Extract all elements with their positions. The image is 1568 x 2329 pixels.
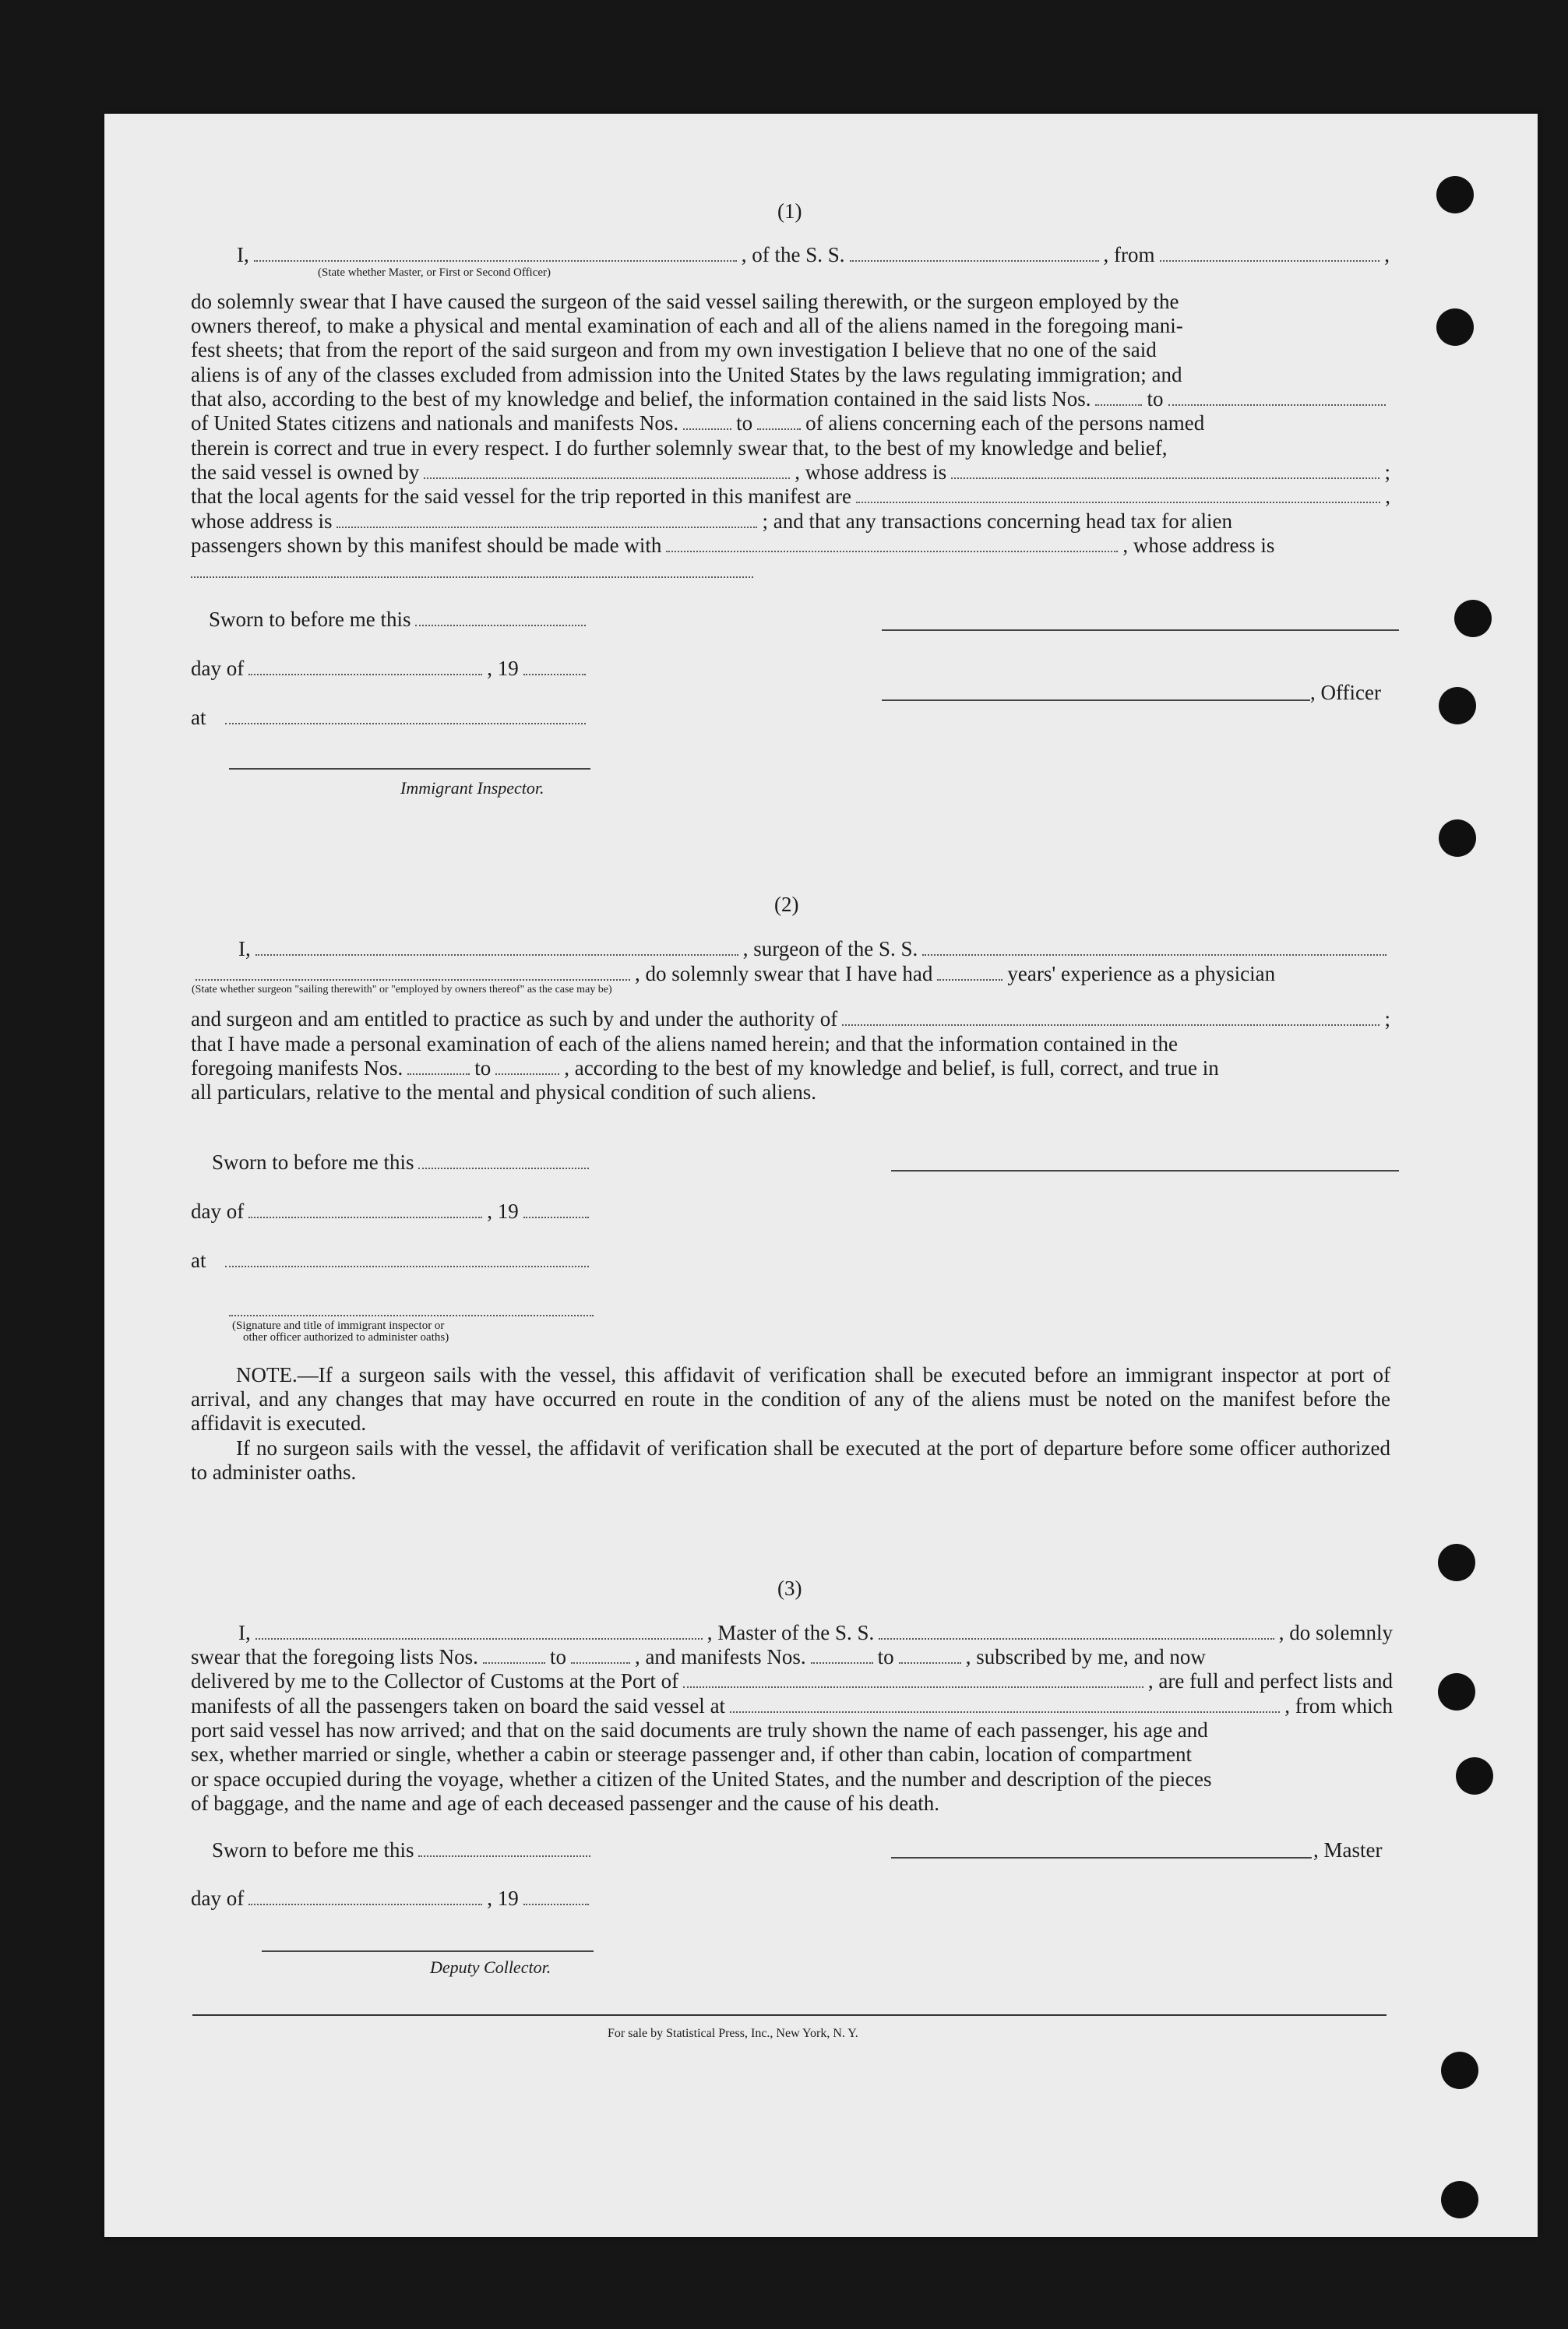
officer-signature-line[interactable]: [882, 699, 1310, 701]
surgeon-name-field[interactable]: [255, 937, 738, 956]
s3-sworn-year-field[interactable]: [523, 1887, 589, 1905]
punch-hole: [1439, 819, 1476, 857]
s1-line-11: whose address is ; and that any transactions concerning head tax for alien: [191, 509, 1233, 533]
s1-at: at: [191, 706, 590, 730]
s1-line-10: that the local agents for the said vessel for the trip reported in this manifest are ,: [191, 484, 1390, 508]
s3-manifests-from-field[interactable]: [811, 1645, 873, 1664]
s3-line-5: port said vessel has now arrived; and that on the said documents are truly shown the name of each passenger, his age and: [191, 1718, 1208, 1742]
s2-line-2: , do solemnly swear that I have had years' experience as a physician: [191, 962, 1390, 986]
owner-address-field[interactable]: [951, 460, 1379, 479]
punch-hole: [1438, 1673, 1475, 1711]
embarkation-port-field[interactable]: [730, 1694, 1280, 1713]
officer-rank-note: (State whether Master, or First or Second Officer): [318, 266, 551, 279]
inspector-signature-line[interactable]: [229, 768, 590, 770]
manifests-from-field[interactable]: [683, 411, 731, 430]
s3-line-6: sex, whether married or single, whether a cabin or steerage passenger and, if other than cabin, location of compartment: [191, 1742, 1193, 1766]
practice-authority-field[interactable]: [842, 1007, 1379, 1026]
s2-line-4: that I have made a personal examination of each of the aliens named herein; and that the information contained in the: [191, 1032, 1179, 1055]
sworn-month-field[interactable]: [248, 657, 482, 675]
s3-line-8: of baggage, and the name and age of each deceased passenger and the cause of his death.: [191, 1792, 940, 1815]
s3-line-2: swear that the foregoing lists Nos. to , and manifests Nos. to , subscribed by me, and now: [191, 1645, 1206, 1668]
s1-day-of: day of , 19: [191, 657, 590, 681]
punch-hole: [1438, 1544, 1475, 1581]
lists-from-field[interactable]: [1095, 387, 1142, 406]
vessel-name-field[interactable]: [850, 243, 1099, 262]
s2-sworn-place-field[interactable]: [225, 1249, 590, 1267]
s3-line-3: delivered by me to the Collector of Customs at the Port of , are full and perfect lists and: [191, 1669, 1393, 1693]
form-sheet: [104, 114, 1538, 2237]
s2-sworn: Sworn to before me this: [212, 1150, 594, 1175]
inspector-label: Immigrant Inspector.: [400, 778, 544, 798]
local-agents-field[interactable]: [856, 484, 1380, 503]
s3-line-7: or space occupied during the voyage, whether a citizen of the United States, and the number and description of the pieces: [191, 1767, 1212, 1791]
head-tax-contact-field[interactable]: [666, 534, 1118, 552]
signature-note-1: (Signature and title of immigrant inspector or: [232, 1320, 445, 1332]
s2-vessel-name-field[interactable]: [922, 937, 1387, 956]
signature-note-2: other officer authorized to administer oaths): [243, 1331, 449, 1344]
master-signature-line[interactable]: [891, 1857, 1312, 1859]
s3-line-1: I, , Master of the S. S. , do solemnly: [238, 1621, 1393, 1644]
s1-line-7: of United States citizens and nationals and manifests Nos. to of aliens concerning each of the persons named: [191, 411, 1205, 435]
vessel-owner-field[interactable]: [424, 460, 790, 479]
s3-sworn-day-field[interactable]: [418, 1838, 590, 1857]
section-number: (3): [777, 1577, 802, 1600]
s3-line-4: manifests of all the passengers taken on board the said vessel at , from which: [191, 1694, 1393, 1718]
sworn-year-field[interactable]: [523, 657, 586, 675]
departure-port-field[interactable]: [1160, 243, 1380, 262]
punch-hole: [1436, 308, 1474, 346]
s1-line-5: aliens is of any of the classes excluded from admission into the United States by the laws regulating immigration; and: [191, 363, 1182, 386]
note-paragraph-2: If no surgeon sails with the vessel, the affidavit of verification shall be executed at the port of departure before some officer authorized to administer oaths.: [191, 1436, 1390, 1484]
sworn-day-field[interactable]: [415, 608, 586, 626]
s1-line-6: that also, according to the best of my knowledge and belief, the information contained in the said lists Nos. to: [191, 387, 1390, 411]
punch-hole: [1439, 687, 1476, 724]
s1-line-8: therein is correct and true in every respect. I do further solemnly swear that, to the best of my knowledge and belief,: [191, 436, 1168, 460]
customs-port-field[interactable]: [683, 1669, 1143, 1688]
s2-line-3: and surgeon and am entitled to practice as such by and under the authority of ;: [191, 1007, 1390, 1031]
s3-sworn-month-field[interactable]: [248, 1887, 482, 1905]
punch-hole: [1441, 2181, 1478, 2218]
s3-lists-from-field[interactable]: [483, 1645, 545, 1664]
s2-line-5: foregoing manifests Nos. to , according to the best of my knowledge and belief, is full, correct, and true in: [191, 1056, 1219, 1080]
s2-sworn-day-field[interactable]: [418, 1150, 589, 1169]
s1-line-4: fest sheets; that from the report of the said surgeon and from my own investigation I believe that no one of the said: [191, 338, 1157, 361]
punch-hole: [1441, 2052, 1478, 2089]
surgeon-signature-line[interactable]: [891, 1170, 1399, 1172]
printer-imprint: For sale by Statistical Press, Inc., New York, N. Y.: [608, 2027, 858, 2040]
s1-line-1: I, , of the S. S. , from ,: [237, 243, 1390, 266]
lists-to-field[interactable]: [1168, 387, 1387, 406]
sworn-place-field[interactable]: [225, 706, 587, 724]
punch-hole: [1454, 600, 1492, 637]
s2-manifests-to-field[interactable]: [495, 1056, 559, 1075]
s1-sworn: Sworn to before me this: [209, 608, 590, 632]
s2-line-1: I, , surgeon of the S. S.: [238, 937, 1391, 961]
s2-at: at: [191, 1249, 594, 1273]
s1-line-12: passengers shown by this manifest should be made with , whose address is: [191, 534, 1275, 557]
s2-inspector-signature-line[interactable]: [229, 1315, 594, 1316]
officer-label: , Officer: [1310, 681, 1381, 704]
surgeon-status-field[interactable]: [196, 962, 630, 981]
master-name-field[interactable]: [255, 1621, 703, 1640]
footer-rule: [192, 2014, 1387, 2016]
manifests-to-field[interactable]: [757, 411, 801, 430]
punch-hole: [1456, 1757, 1493, 1795]
agents-address-field[interactable]: [337, 509, 757, 528]
s3-manifests-to-field[interactable]: [899, 1645, 961, 1664]
collector-signature-line[interactable]: [262, 1950, 594, 1952]
collector-label: Deputy Collector.: [430, 1957, 551, 1977]
s2-sworn-month-field[interactable]: [248, 1200, 482, 1218]
s1-line-3: owners thereof, to make a physical and mental examination of each and all of the aliens named in the foregoing mani-: [191, 314, 1183, 337]
surgeon-status-note: (State whether surgeon "sailing therewith" or "employed by owners thereof" as the case may be): [192, 984, 612, 995]
years-experience-field[interactable]: [937, 962, 1002, 981]
officer-name-field[interactable]: [254, 243, 737, 262]
note-paragraph-1: NOTE.—If a surgeon sails with the vessel, this affidavit of verification shall be executed before an immigrant inspector at port of arrival, and any changes that may have occurred en route in the condition of any of the aliens must be noted on the manifest before the affidavit is executed.: [191, 1363, 1390, 1435]
s3-lists-to-field[interactable]: [571, 1645, 630, 1664]
s3-sworn: Sworn to before me this: [212, 1838, 595, 1862]
punch-hole: [1436, 176, 1474, 213]
s2-sworn-year-field[interactable]: [523, 1200, 589, 1218]
s2-manifests-from-field[interactable]: [407, 1056, 470, 1075]
s2-day-of: day of , 19: [191, 1200, 594, 1224]
s1-line-2: do solemnly swear that I have caused the surgeon of the said vessel sailing therewith, or the surgeon employed by the: [191, 290, 1179, 313]
officer-signature-line-top[interactable]: [882, 629, 1399, 631]
section-number: (1): [777, 199, 802, 223]
address-continuation-line[interactable]: [191, 576, 753, 578]
s3-vessel-name-field[interactable]: [879, 1621, 1274, 1640]
section-number: (2): [774, 893, 799, 916]
s2-line-6: all particulars, relative to the mental and physical condition of such aliens.: [191, 1080, 816, 1104]
s3-day-of: day of , 19: [191, 1887, 594, 1911]
master-label: , Master: [1313, 1838, 1383, 1862]
s1-line-9: the said vessel is owned by , whose address is ;: [191, 460, 1390, 484]
